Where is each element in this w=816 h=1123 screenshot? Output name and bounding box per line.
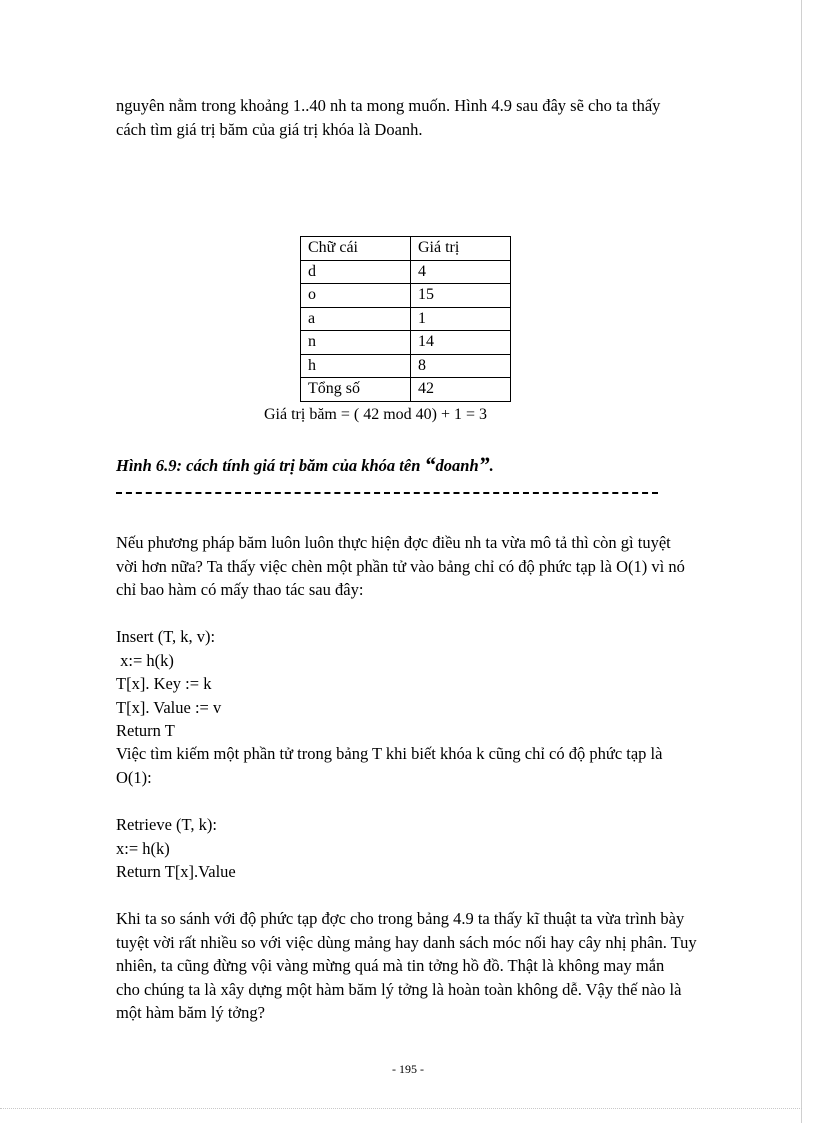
caption-word: doanh: [435, 456, 479, 475]
table-cell: n: [301, 331, 411, 355]
table-row: [301, 354, 511, 378]
paragraph-line: vời hơn nữa? Ta thấy việc chèn một phần tử vào bảng chỉ có độ phức tạp là O(1) vì nó: [116, 556, 685, 576]
table-cell: 1: [411, 307, 511, 331]
hash-formula: Giá trị băm = ( 42 mod 40) + 1 = 3: [264, 406, 488, 423]
table-cell: h: [301, 354, 411, 378]
caption-text: Hình 6.9: cách tính giá trị băm của khóa tên: [116, 456, 425, 475]
paragraph-ideal-hashing: [116, 531, 738, 602]
paragraph-retrieve: [116, 742, 738, 789]
code-line: Retrieve (T, k):: [116, 815, 217, 834]
paragraph-line: nhiên, ta cũng đừng vội vàng mừng quá mà tin tởng hồ đồ. Thật là không may mắn: [116, 956, 665, 975]
table-cell: 15: [411, 284, 511, 308]
figure-caption: [116, 452, 494, 478]
paragraph-line: cho chúng ta là xây dựng một hàm băm lý tởng là hoàn toàn không dễ. Vậy thế nào là: [116, 979, 682, 999]
paragraph-line: Khi ta so sánh với độ phức tạp đợc cho trong bảng 4.9 ta thấy kĩ thuật ta vừa trình bày: [116, 909, 685, 928]
table-cell: o: [301, 284, 411, 308]
caption-end: .: [489, 456, 494, 475]
code-line: Return T[x].Value: [116, 862, 236, 881]
caption-open-quote: “: [424, 452, 436, 477]
table-cell: d: [301, 260, 411, 284]
paragraph-line: chỉ bao hàm có mấy thao tác sau đây:: [116, 580, 364, 599]
paragraph-line: tuyệt vời rất nhiều so với việc dùng mảng hay danh sách móc nối hay cây nhị phân. Tuy: [116, 932, 697, 952]
table-row: [301, 260, 511, 284]
caption-close-quote: ”: [478, 452, 490, 477]
intro-paragraph: [116, 94, 738, 141]
table-cell: 42: [411, 378, 511, 402]
letter-value-table: [300, 236, 511, 402]
paragraph-comparison: [116, 907, 738, 1025]
paragraph-line: một hàm băm lý tởng?: [116, 1003, 265, 1022]
code-line: x:= h(k): [116, 838, 170, 858]
retrieve-code-block: [116, 813, 236, 884]
table-row: [301, 331, 511, 355]
insert-code-block: [116, 625, 221, 743]
intro-line: nguyên nằm trong khoảng 1..40 nh ta mong muốn. Hình 4.9 sau đây sẽ cho ta thấy: [116, 96, 661, 115]
code-line: Return T: [116, 721, 175, 740]
dashed-divider: [116, 492, 658, 494]
paragraph-line: O(1):: [116, 767, 152, 787]
table-row: [301, 284, 511, 308]
table-cell: a: [301, 307, 411, 331]
intro-line: cách tìm giá trị băm của giá trị khóa là Doanh.: [116, 119, 423, 139]
table-cell: 14: [411, 331, 511, 355]
table-row-total: [301, 378, 511, 402]
code-line: T[x]. Key := k: [116, 674, 212, 693]
page-edge-right: [801, 0, 816, 1123]
page-number: - 195 -: [392, 1062, 424, 1076]
table-cell: 8: [411, 354, 511, 378]
table-header-letter: Chữ cái: [301, 237, 411, 261]
code-line: Insert (T, k, v):: [116, 627, 216, 646]
table-header-row: [301, 237, 511, 261]
page-edge-bottom: [0, 1108, 802, 1109]
table-row: [301, 307, 511, 331]
code-line: x:= h(k): [116, 650, 174, 670]
table-header-value: Giá trị: [411, 237, 511, 261]
table-cell: Tổng số: [301, 378, 411, 402]
table-cell: 4: [411, 260, 511, 284]
code-line: T[x]. Value := v: [116, 697, 222, 717]
paragraph-line: Việc tìm kiếm một phần tử trong bảng T khi biết khóa k cũng chỉ có độ phức tạp là: [116, 744, 663, 763]
paragraph-line: Nếu phương pháp băm luôn luôn thực hiện đợc điều nh ta vừa mô tả thì còn gì tuyệt: [116, 533, 671, 552]
